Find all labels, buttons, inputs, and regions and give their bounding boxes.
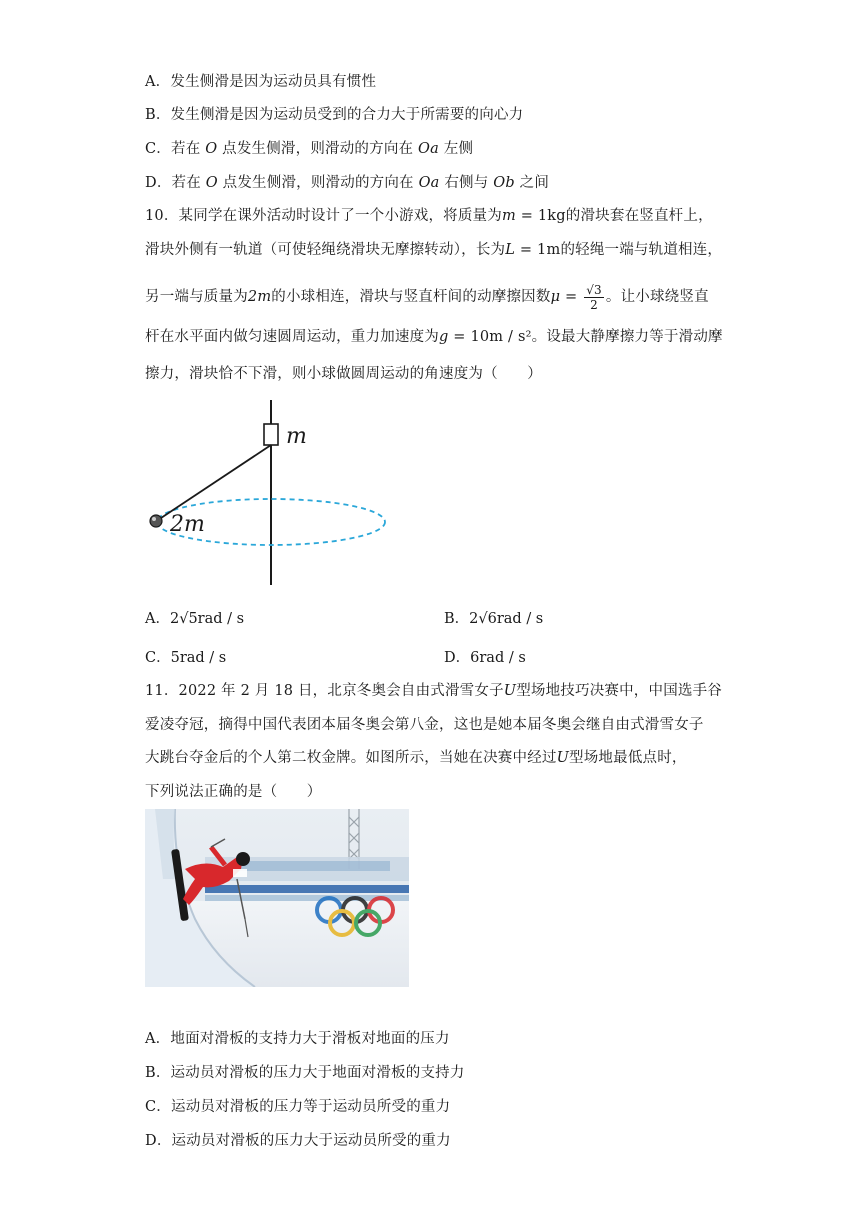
q11-option-b: B．运动员对滑板的压力大于地面对滑板的支持力 xyxy=(145,1065,465,1081)
small-ball xyxy=(150,515,162,527)
q10-line-1: 10．某同学在课外活动时设计了一个小游戏，将质量为m = 1kg的滑块套在竖直杆上， xyxy=(145,208,713,224)
q10-figure xyxy=(140,395,400,595)
q10-line-4: 杆在水平面内做匀速圆周运动，重力加速度为g = 10m / s²。设最大静摩擦力等于滑动摩 xyxy=(145,329,723,345)
snowboard-scene xyxy=(145,809,409,987)
q10-line-2: 滑块外侧有一轨道（可使轻绳绕滑块无摩擦转动），长为L = 1m的轻绳一端与轨道相连， xyxy=(145,242,723,258)
q10-option-c: C．5rad / s xyxy=(145,650,227,666)
q10-option-b: B．2√6rad / s xyxy=(444,611,544,627)
label-m: m xyxy=(286,424,307,449)
q11-option-d: D．运动员对滑板的压力大于运动员所受的重力 xyxy=(145,1133,451,1149)
q11-snowboarder-photo xyxy=(145,809,409,987)
q10-option-a: A．2√5rad / s xyxy=(145,611,245,627)
q11-line-1: 11．2022 年 2 月 18 日，北京冬奥会自由式滑雪女子U型场地技巧决赛中，中国选手谷 xyxy=(145,683,723,699)
q9-option-c: C．若在 O 点发生侧滑，则滑动的方向在 Oa 左侧 xyxy=(145,141,474,157)
q10-line-5: 擦力，滑块恰不下滑，则小球做圆周运动的角速度为（ ） xyxy=(145,366,542,382)
q9-option-d: D．若在 O 点发生侧滑，则滑动的方向在 Oa 右侧与 Ob 之间 xyxy=(145,175,550,191)
light-rope xyxy=(158,445,271,520)
ball-highlight xyxy=(152,517,156,521)
slider-block xyxy=(264,424,278,445)
q11-option-a: A．地面对滑板的支持力大于滑板对地面的压力 xyxy=(145,1031,450,1047)
q11-line-4: 下列说法正确的是（ ） xyxy=(145,784,322,800)
q11-option-c: C．运动员对滑板的压力等于运动员所受的重力 xyxy=(145,1099,451,1115)
q10-line-3: 另一端与质量为2m的小球相连，滑块与竖直杆间的动摩擦因数μ = $\frac{√3}{2}$ 。让小球绕竖直 xyxy=(145,282,709,312)
q9-option-a: A．发生侧滑是因为运动员具有惯性 xyxy=(145,74,377,90)
q11-line-3: 大跳台夺金后的个人第二枚金牌。如图所示，当她在决赛中经过U型场地最低点时， xyxy=(145,750,687,766)
label-2m: 2m xyxy=(170,512,205,537)
q11-line-2: 爱凌夺冠，摘得中国代表团本届冬奥会第八金，这也是她本届冬奥会继自由式滑雪女子 xyxy=(145,717,704,733)
q9-option-b: B．发生侧滑是因为运动员受到的合力大于所需要的向心力 xyxy=(145,107,524,123)
mu-fraction: $\frac{√3}{2}$ xyxy=(586,282,602,312)
q10-option-d: D．6rad / s xyxy=(444,650,526,666)
